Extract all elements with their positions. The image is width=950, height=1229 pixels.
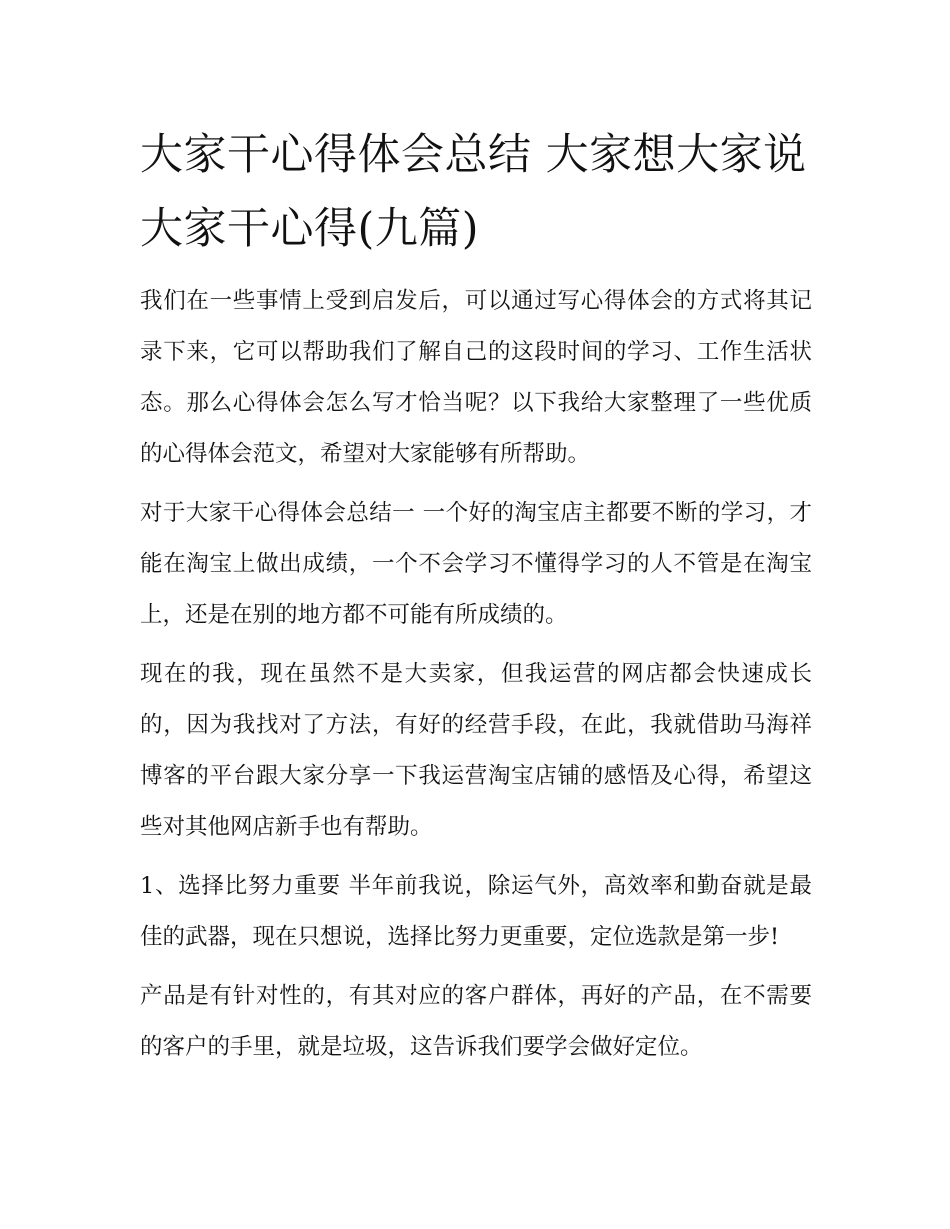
paragraph-experience: 现在的我，现在虽然不是大卖家，但我运营的网店都会快速成长的，因为我找对了方法，有好的经营手段，在此，我就借助马海祥博客的平台跟大家分享一下我运营淘宝店铺的感悟及心得，希望这些对其他网店新手也有帮助。	[140, 661, 812, 840]
paragraph-intro: 我们在一些事情上受到启发后，可以通过写心得体会的方式将其记录下来，它可以帮助我们了解自己的这段时间的学习、工作生活状态。那么心得体会怎么写才恰当呢？以下我给大家整理了一些优质的心得体会范文，希望对大家能够有所帮助。	[140, 288, 812, 467]
paragraph-point-one: 1、选择比努力重要 半年前我说，除运气外，高效率和勤奋就是最佳的武器，现在只想说，选择比努力更重要，定位选款是第一步!	[140, 873, 812, 950]
document-title: 大家干心得体会总结 大家想大家说大家干心得(九篇)	[140, 130, 807, 254]
paragraph-positioning: 产品是有针对性的，有其对应的客户群体，再好的产品，在不需要的客户的手里，就是垃圾，这告诉我们要学会做好定位。	[140, 983, 812, 1060]
document-page	[140, 118, 812, 1073]
paragraph-section-one: 对于大家干心得体会总结一 一个好的淘宝店主都要不断的学习，才能在淘宝上做出成绩，一个不会学习不懂得学习的人不管是在淘宝上，还是在别的地方都不可能有所成绩的。	[140, 500, 812, 628]
